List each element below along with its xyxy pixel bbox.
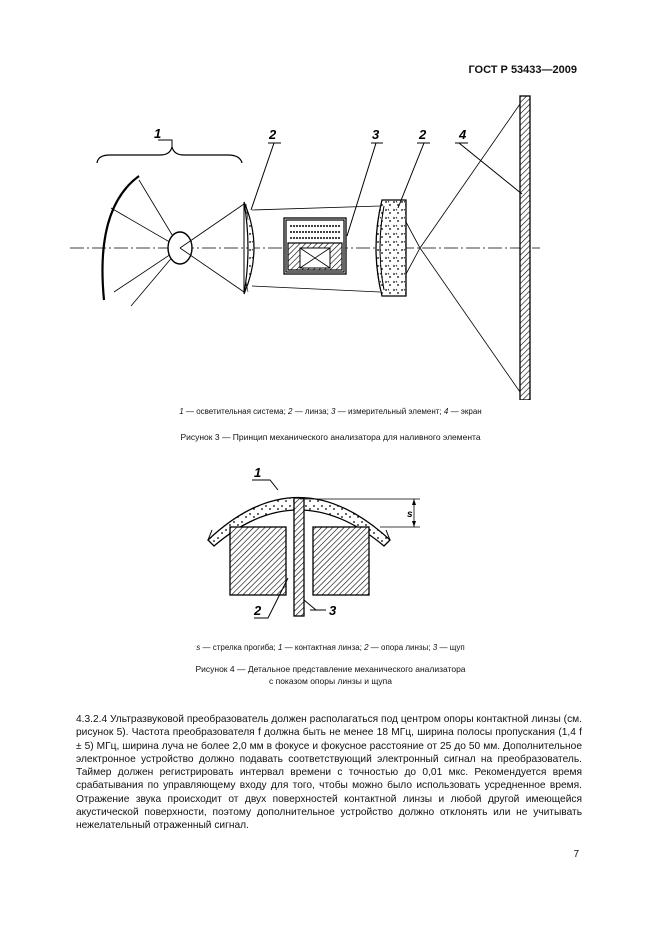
fig4-legend-text: — контактная линза; xyxy=(282,643,365,652)
fig4-label-1: 1 xyxy=(254,465,262,480)
figure-4-caption-line-2: с показом опоры линзы и щупа xyxy=(268,676,393,686)
fig3-legend-text: — линза; xyxy=(292,407,332,416)
fig3-legend-num: 1 xyxy=(179,407,184,416)
figure-3-legend xyxy=(0,407,661,416)
fig4-legend-num: 3 xyxy=(432,643,438,652)
figure-3-caption: Рисунок 3 — Принцип механического анализатора для наливного элемента xyxy=(180,432,481,442)
fig4-legend-num: 1 xyxy=(277,643,283,652)
fig4-label-s: s xyxy=(407,509,413,520)
figure-4-diagram xyxy=(0,460,661,625)
fig3-label-1: 1 xyxy=(154,126,162,141)
fig4-legend-text: — щуп xyxy=(437,643,465,652)
page-number: 7 xyxy=(573,849,579,860)
fig3-legend-num: 3 xyxy=(331,407,336,416)
fig3-legend-text: — осветительная система; xyxy=(183,407,289,416)
fig3-legend-text: — измерительный элемент; xyxy=(335,407,444,416)
document-header: ГОСТ Р 53433—2009 xyxy=(468,64,577,76)
fig3-label-2b: 2 xyxy=(419,127,427,142)
fig4-label-2: 2 xyxy=(254,603,262,618)
fig4-legend-num: 2 xyxy=(364,643,369,652)
paragraph-4-3-2-4: 4.3.2.4 Ультразвуковой преобразователь должен располагаться под центром опоры контактной линзы (см. рисунок 5). Частота преобразователя f должна быть не менее 18 МГц, ширина полосы пропускания (1,4 f ± 5) МГц, ширина луча не более 2,0 мм в фокусе и фокусное расстояние от 25 до 50 мм. Дополнительное электронное устройство должно подавать соответствующий электронный сигнал на преобразователь. Таймер должен регистрировать интервал времени с точностью до 0,01 мкс. Рекомендуется время срабатывания по управляющему входу для того, чтобы можно было использовать усредненное время. Отражение звука происходит от двух поверхностей контактной линзы и любой другой имеющейся акустической поверхности, поэтому дополнительное устройство должно отклонять или не учитывать нежелательный отраженный сигнал. xyxy=(76,714,582,832)
figure-4-caption xyxy=(0,663,661,687)
fig3-label-2a: 2 xyxy=(269,127,277,142)
fig3-legend-text: — экран xyxy=(448,407,482,416)
body-paragraph xyxy=(76,713,582,833)
figure-4-legend xyxy=(0,643,661,652)
fig3-label-4: 4 xyxy=(459,127,467,142)
fig4-legend-num: s xyxy=(196,643,201,652)
fig4-legend-text: — опора линзы; xyxy=(368,643,433,652)
fig4-legend-text: — стрелка прогиба; xyxy=(200,643,278,652)
figure-3-diagram xyxy=(0,80,661,400)
fig4-label-3: 3 xyxy=(329,603,337,618)
fig3-legend-num: 4 xyxy=(443,407,449,416)
fig3-legend-num: 2 xyxy=(288,407,293,416)
fig3-label-3: 3 xyxy=(372,127,380,142)
figure-4-caption-line-1: Рисунок 4 — Детальное представление механического анализатора xyxy=(195,664,466,674)
